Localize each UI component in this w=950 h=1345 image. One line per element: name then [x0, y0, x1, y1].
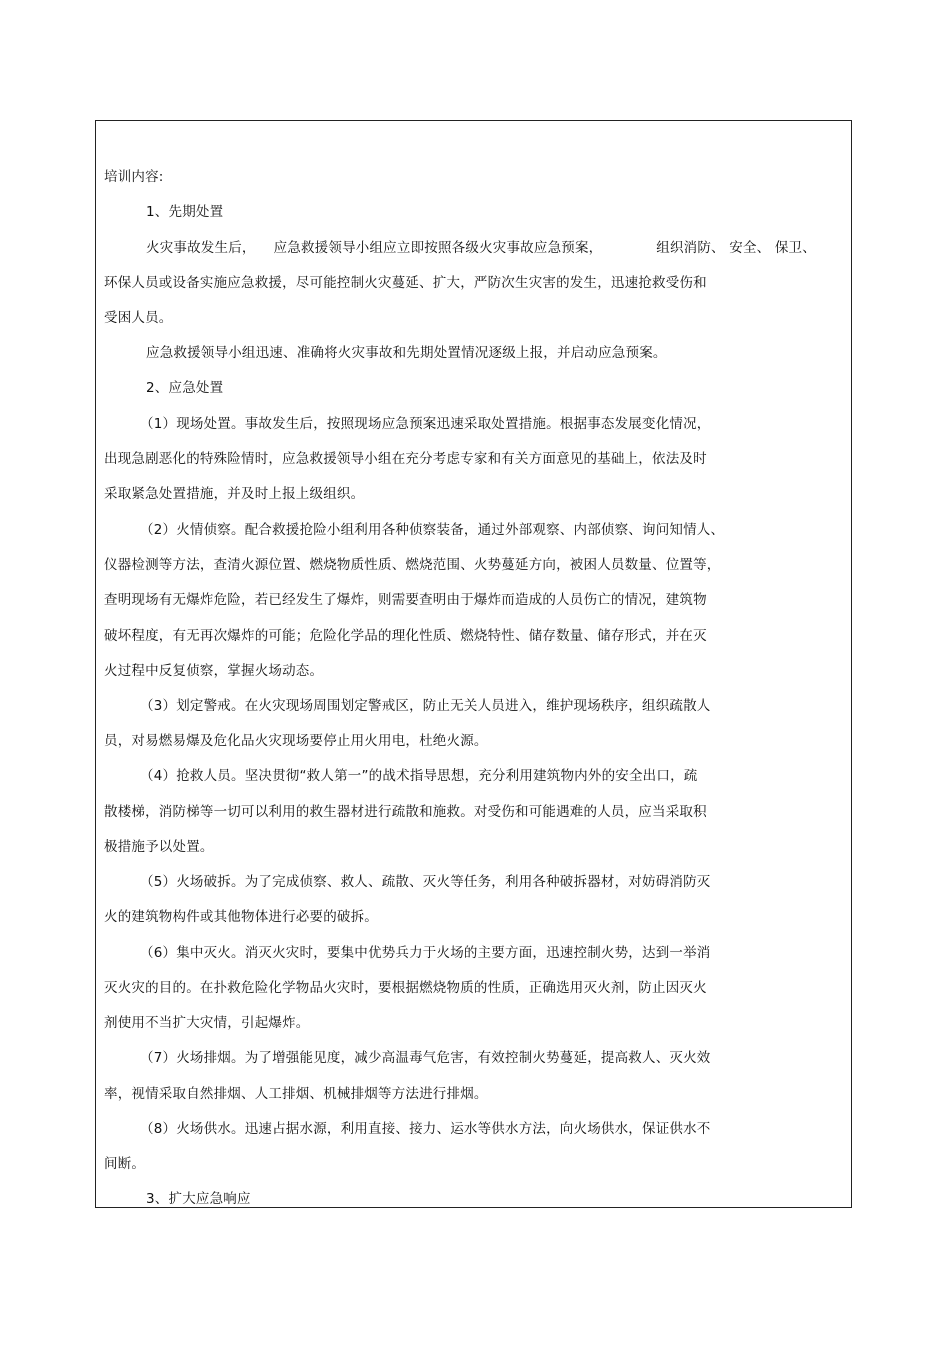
text-line: 查明现场有无爆炸危险，若已经发生了爆炸，则需要查明由于爆炸而造成的人员伤亡的情况，建筑物	[104, 592, 707, 608]
text-line: （8）火场供水。迅速占据水源，利用直接、接力、运水等供水方法，向火场供水，保证供水不	[140, 1121, 711, 1137]
heading-3: 3、扩大应急响应	[146, 1191, 251, 1207]
text-line: （2）火情侦察。配合救援抢险小组利用各种侦察装备，通过外部观察、内部侦察、询问知情人、	[140, 522, 725, 538]
text-line: 采取紧急处置措施，并及时上报上级组织。	[104, 486, 365, 502]
text-line: 极措施予以处置。	[104, 839, 214, 855]
text-line: 破坏程度，有无再次爆炸的可能；危险化学品的理化性质、燃烧特性、储存数量、储存形式，并在灭	[104, 628, 707, 644]
heading-2: 2、应急处置	[146, 380, 224, 396]
text-line: （7）火场排烟。为了增强能见度，减少高温毒气危害，有效控制火势蔓延，提高救人、灭火效	[140, 1050, 711, 1066]
text-line: （4）抢救人员。坚决贯彻“救人第一”的战术指导思想，充分利用建筑物内外的安全出口，疏	[140, 768, 698, 784]
heading-1: 1、先期处置	[146, 204, 224, 220]
text-line: 受困人员。	[104, 310, 173, 326]
text-line: 率，视情采取自然排烟、人工排烟、机械排烟等方法进行排烟。	[104, 1086, 488, 1102]
text-line: 火过程中反复侦察，掌握火场动态。	[104, 663, 324, 679]
text-line: 应急救援领导小组迅速、准确将火灾事故和先期处置情况逐级上报，并启动应急预案。	[146, 345, 667, 361]
text-line: 火灾事故发生后， 应急救援领导小组应立即按照各级火灾事故应急预案， 组织消防、 安全、 保卫、	[146, 240, 816, 256]
text-line: （6）集中灭火。消灭火灾时，要集中优势兵力于火场的主要方面，迅速控制火势，达到一举消	[140, 945, 711, 961]
text-line: 仪器检测等方法，查清火源位置、燃烧物质性质、燃烧范围、火势蔓延方向，被困人员数量、位置等，	[104, 557, 721, 573]
section-label: 培训内容:	[104, 169, 164, 185]
text-line: 间断。	[104, 1156, 146, 1172]
text-line: 环保人员或设备实施应急救援，尽可能控制火灾蔓延、扩大，严防次生灾害的发生，迅速抢救受伤和	[104, 275, 707, 291]
text-line: 出现急剧恶化的特殊险情时，应急救援领导小组在充分考虑专家和有关方面意见的基础上，依法及时	[104, 451, 707, 467]
text-line: 剂使用不当扩大灾情，引起爆炸。	[104, 1015, 310, 1031]
text-line: 员，对易燃易爆及危化品火灾现场要停止用火用电，杜绝火源。	[104, 733, 488, 749]
text-line: （1）现场处置。事故发生后，按照现场应急预案迅速采取处置措施。根据事态发展变化情况，	[140, 416, 711, 432]
text-line: 散楼梯，消防梯等一切可以利用的救生器材进行疏散和施救。对受伤和可能遇难的人员，应当采取积	[104, 804, 707, 820]
text-line: 火的建筑物构件或其他物体进行必要的破拆。	[104, 909, 378, 925]
text-line: （3）划定警戒。在火灾现场周围划定警戒区，防止无关人员进入，维护现场秩序，组织疏散人	[140, 698, 711, 714]
text-line: （5）火场破拆。为了完成侦察、救人、疏散、灭火等任务，利用各种破拆器材，对妨碍消防灭	[140, 874, 711, 890]
text-line: 灭火灾的目的。在扑救危险化学物品火灾时，要根据燃烧物质的性质，正确选用灭火剂，防止因灭火	[104, 980, 707, 996]
